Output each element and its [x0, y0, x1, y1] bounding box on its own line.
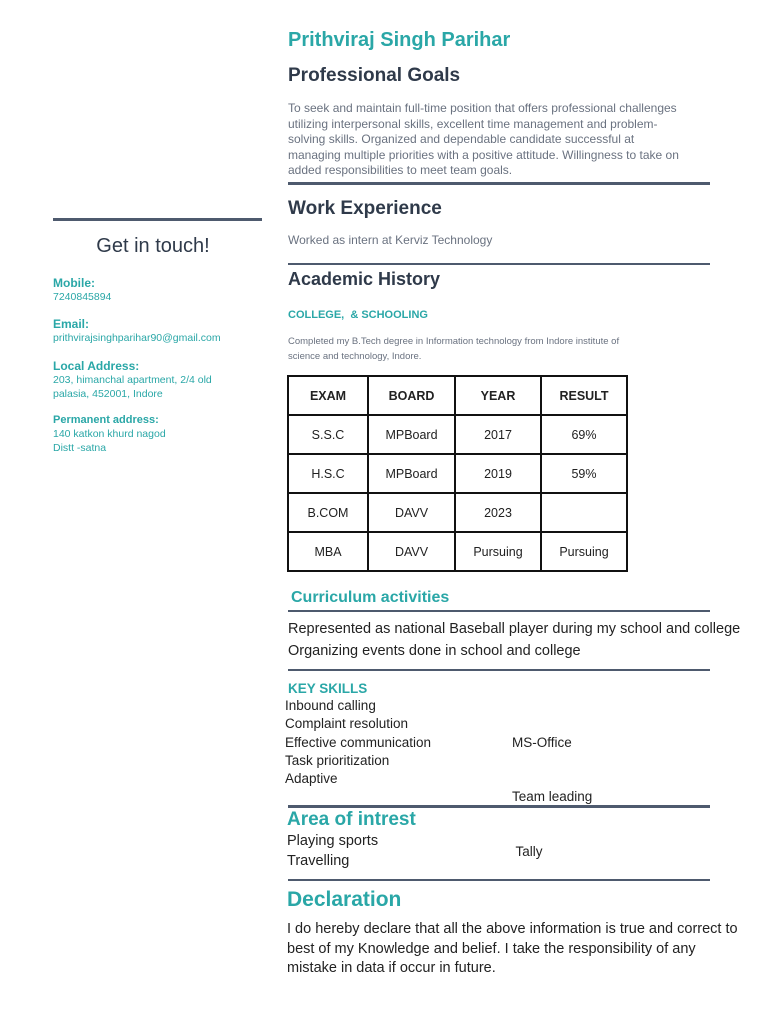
permanent-address-line: 140 katkon khurd nagod — [53, 428, 166, 440]
sidebar-top-rule — [53, 218, 262, 221]
table-cell: MPBoard — [368, 454, 455, 493]
table-cell: S.S.C — [288, 415, 368, 454]
skills-right-list — [512, 697, 592, 880]
curriculum-rule — [288, 610, 710, 612]
interest-list — [287, 831, 378, 871]
table-cell: 59% — [541, 454, 627, 493]
email-label: Email: — [53, 317, 90, 331]
table-header-row — [288, 376, 627, 415]
interest-heading: Area of intrest — [287, 809, 416, 830]
curriculum-heading: Curriculum activities — [291, 589, 450, 606]
table-row — [288, 454, 627, 493]
local-address-line: palasia, 452001, Indore — [53, 387, 163, 400]
table-header-year: YEAR — [455, 376, 541, 415]
mobile-label: Mobile: — [53, 276, 95, 290]
table-cell: 2023 — [455, 493, 541, 532]
goals-line: utilizing interpersonal skills, excellent time management and problem- — [288, 116, 658, 131]
declaration-text — [287, 920, 738, 979]
list-item: Team leading — [512, 789, 593, 805]
skills-left-list — [285, 697, 431, 788]
table-cell: 2017 — [455, 415, 541, 454]
table-row — [288, 532, 627, 571]
goals-line: managing multiple priorities with a positive attitude. Willingness to take on — [288, 147, 679, 162]
work-rule — [288, 263, 710, 265]
table-cell: H.S.C — [288, 454, 368, 493]
goals-line: solving skills. Organized and dependable candidate successful at — [288, 132, 635, 146]
table-row — [288, 415, 627, 454]
local-address-label: Local Address: — [53, 359, 140, 373]
education-table — [287, 375, 628, 572]
interest-rule — [288, 879, 710, 881]
table-cell: MPBoard — [368, 415, 455, 454]
declaration-heading: Declaration — [287, 888, 402, 911]
goals-line: added responsibilities to meet team goals. — [288, 163, 513, 177]
academic-heading: Academic History — [288, 269, 441, 289]
table-cell: Pursuing — [455, 532, 541, 571]
declaration-line: mistake in data if occur in future. — [287, 960, 496, 976]
list-item: Tally — [512, 844, 543, 860]
mobile-value: 7240845894 — [53, 291, 112, 303]
list-item: Playing sports — [287, 833, 379, 849]
table-cell: B.COM — [288, 493, 368, 532]
skills-rule — [288, 805, 710, 808]
permanent-address-line: Distt -satna — [53, 441, 107, 454]
candidate-name: Prithviraj Singh Parihar — [288, 29, 511, 51]
list-item: Effective communication — [285, 734, 432, 750]
academic-line: Completed my B.Tech degree in Information technology from Indore institute of — [288, 336, 620, 347]
skills-heading: KEY SKILLS — [288, 681, 368, 696]
contact-heading: Get in touch! — [96, 235, 210, 257]
table-cell: Pursuing — [541, 532, 627, 571]
list-item: Travelling — [287, 853, 350, 869]
academic-text — [288, 335, 619, 364]
table-cell: 2019 — [455, 454, 541, 493]
academic-line: science and technology, Indore. — [288, 350, 422, 362]
goals-heading: Professional Goals — [288, 65, 461, 86]
list-item: Task prioritization — [285, 752, 390, 768]
table-cell — [541, 493, 627, 532]
email-value[interactable]: prithvirajsinghparihar90@gmail.com — [53, 332, 221, 344]
curriculum-list — [288, 618, 740, 662]
local-address-line: 203, himanchal apartment, 2/4 old — [53, 374, 212, 386]
list-item: MS-Office — [512, 734, 572, 750]
permanent-address-value — [53, 428, 166, 455]
permanent-address-label: Permanent address: — [53, 414, 159, 426]
list-item: Complaint resolution — [285, 716, 409, 732]
table-header-result: RESULT — [541, 376, 627, 415]
declaration-line: I do hereby declare that all the above information is true and correct to — [287, 921, 738, 937]
table-row — [288, 493, 627, 532]
work-text: Worked as intern at Kerviz Technology — [288, 233, 493, 247]
declaration-line: best of my Knowledge and belief. I take the responsibility of any — [287, 940, 696, 957]
table-header-board: BOARD — [368, 376, 455, 415]
table-cell: MBA — [288, 532, 368, 571]
table-cell: DAVV — [368, 493, 455, 532]
list-item: Adaptive — [285, 771, 338, 787]
table-header-exam: EXAM — [288, 376, 368, 415]
academic-subheading: COLLEGE, & SCHOOLING — [288, 309, 428, 321]
list-item: Represented as national Baseball player during my school and college — [288, 621, 741, 637]
goals-line: To seek and maintain full-time position that offers professional challenges — [288, 101, 677, 115]
list-item: Inbound calling — [285, 698, 376, 713]
list-item: Organizing events done in school and college — [288, 643, 581, 659]
table-cell: DAVV — [368, 532, 455, 571]
table-cell: 69% — [541, 415, 627, 454]
goals-rule — [288, 182, 710, 185]
local-address-value — [53, 374, 212, 401]
goals-text — [288, 101, 679, 179]
curriculum-bottom-rule — [288, 669, 710, 671]
work-heading: Work Experience — [288, 198, 442, 219]
